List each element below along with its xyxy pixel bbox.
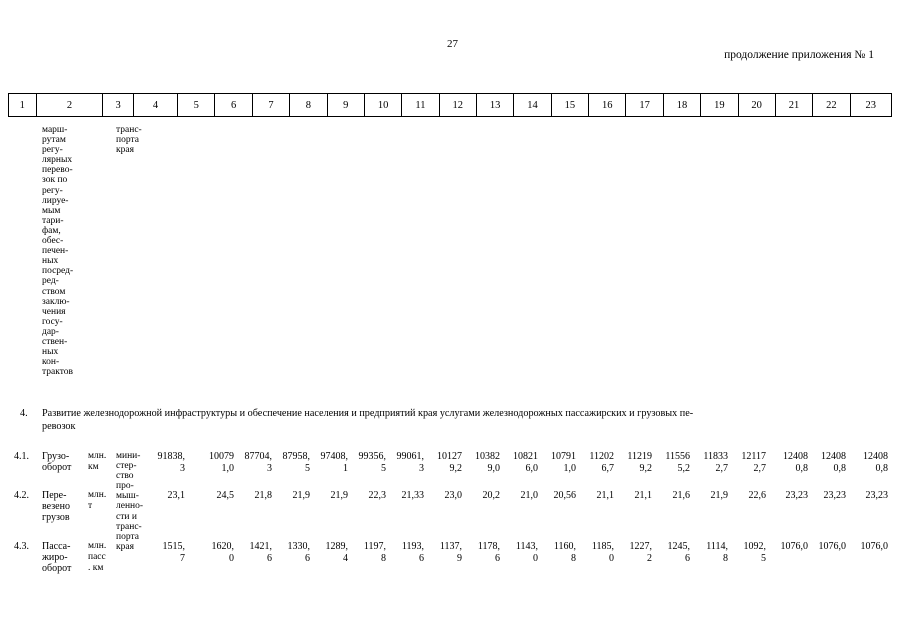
value-cell: 10079 1,0: [209, 451, 234, 474]
value-cell: 11219 9,2: [627, 451, 652, 474]
unit-of-measure: млн. км: [88, 451, 107, 472]
row-number: 4.3.: [14, 541, 29, 552]
unit-of-measure: млн. пасс . км: [88, 541, 107, 573]
value-cell: 12408 0,8: [863, 451, 888, 474]
value-cell: 21,9: [710, 490, 728, 501]
value-cell: 91838, 3: [157, 451, 185, 474]
value-cell: 1185, 0: [591, 541, 614, 564]
value-cell: 87704, 3: [244, 451, 272, 474]
section-title-line2: ревозок: [42, 421, 76, 432]
value-cell: 10127 9,2: [437, 451, 462, 474]
value-cell: 21,6: [672, 490, 690, 501]
value-cell: 21,8: [254, 490, 272, 501]
header-col-11: 11: [401, 94, 438, 116]
indicator-name: Пере- везено грузов: [42, 490, 70, 523]
value-cell: 22,3: [368, 490, 386, 501]
value-cell: 10821 6,0: [513, 451, 538, 474]
page-number: 27: [447, 38, 458, 50]
value-cell: 99061, 3: [396, 451, 424, 474]
value-cell: 1289, 4: [325, 541, 348, 564]
header-col-12: 12: [439, 94, 476, 116]
value-cell: 1193, 6: [401, 541, 424, 564]
value-cell: 1076,0: [818, 541, 846, 552]
value-cell: 99356, 5: [358, 451, 386, 474]
header-col-14: 14: [513, 94, 550, 116]
row-number: 4.1.: [14, 451, 29, 462]
indicator-name: Пасса- жиро- оборот: [42, 541, 72, 574]
value-cell: 1137, 9: [439, 541, 462, 564]
header-col-21: 21: [775, 94, 812, 116]
header-col-10: 10: [364, 94, 401, 116]
value-cell: 1620, 0: [211, 541, 234, 564]
table-header-row: [8, 93, 892, 117]
section-title-line1: Развитие железнодорожной инфраструктуры и обеспечение населения и предприятий края услугами железнодорожных пассажирских и грузовых пе-: [42, 408, 694, 419]
value-cell: 1421, 6: [249, 541, 272, 564]
value-cell: 23,0: [444, 490, 462, 501]
value-cell: 23,23: [785, 490, 808, 501]
value-cell: 1092, 5: [743, 541, 766, 564]
header-col-13: 13: [476, 94, 513, 116]
header-col-19: 19: [700, 94, 737, 116]
header-col-23: 23: [850, 94, 891, 116]
header-col-18: 18: [663, 94, 700, 116]
header-col-15: 15: [551, 94, 588, 116]
value-cell: 21,1: [634, 490, 652, 501]
value-cell: 12408 0,8: [783, 451, 808, 474]
value-cell: 10791 1,0: [551, 451, 576, 474]
value-cell: 23,1: [167, 490, 185, 501]
value-cell: 1076,0: [860, 541, 888, 552]
header-col-5: 5: [177, 94, 214, 116]
value-cell: 87958, 5: [282, 451, 310, 474]
indicator-name: Грузо- оборот: [42, 451, 72, 473]
value-cell: 11202 6,7: [589, 451, 614, 474]
value-cell: 1160, 8: [553, 541, 576, 564]
value-cell: 11833 2,7: [703, 451, 728, 474]
value-cell: 1330, 6: [287, 541, 310, 564]
value-cell: 21,33: [401, 490, 424, 501]
value-cell: 1245, 6: [667, 541, 690, 564]
agency-cell: мини- стер- ство про- мыш- ленно- сти и транс- порта края: [116, 451, 144, 552]
row-number: 4.2.: [14, 490, 29, 501]
value-cell: 1197, 8: [363, 541, 386, 564]
header-col-6: 6: [214, 94, 251, 116]
value-cell: 23,23: [823, 490, 846, 501]
header-col-4: 4: [133, 94, 177, 116]
value-cell: 97408, 1: [320, 451, 348, 474]
value-cell: 20,2: [482, 490, 500, 501]
value-cell: 12408 0,8: [821, 451, 846, 474]
header-col-22: 22: [812, 94, 849, 116]
section-number: 4.: [20, 408, 28, 419]
value-cell: 21,1: [596, 490, 614, 501]
value-cell: 1227, 2: [629, 541, 652, 564]
header-col-9: 9: [327, 94, 364, 116]
header-col-17: 17: [625, 94, 662, 116]
header-col-3: 3: [102, 94, 132, 116]
header-col-7: 7: [252, 94, 289, 116]
value-cell: 21,9: [292, 490, 310, 501]
value-cell: 1114, 8: [706, 541, 728, 564]
header-col-16: 16: [588, 94, 625, 116]
header-col-2: 2: [36, 94, 103, 116]
header-col-1: 1: [19, 99, 25, 111]
value-cell: 11556 5,2: [665, 451, 690, 474]
value-cell: 23,23: [865, 490, 888, 501]
value-cell: 1515, 7: [162, 541, 185, 564]
value-cell: 21,0: [520, 490, 538, 501]
value-cell: 24,5: [216, 490, 234, 501]
header-col-8: 8: [289, 94, 326, 116]
row-prev-indicator-name: марш- рутам регу- лярных перево- зок по регу- лируе- мым тари- фам, обес- печен- ных посред- ред- ством заклю- чения госу- дар- ствен- ных кон- трактов: [42, 125, 74, 378]
value-cell: 21,9: [330, 490, 348, 501]
value-cell: 1178, 6: [477, 541, 500, 564]
value-cell: 1143, 0: [515, 541, 538, 564]
value-cell: 12117 2,7: [741, 451, 766, 474]
unit-of-measure: млн. т: [88, 490, 107, 511]
value-cell: 10382 9,0: [475, 451, 500, 474]
value-cell: 1076,0: [780, 541, 808, 552]
row-prev-agency: транс- порта края: [116, 125, 142, 156]
header-col-20: 20: [738, 94, 775, 116]
value-cell: 22,6: [748, 490, 766, 501]
value-cell: 20,56: [553, 490, 576, 501]
continuation-label: продолжение приложения № 1: [724, 49, 874, 61]
